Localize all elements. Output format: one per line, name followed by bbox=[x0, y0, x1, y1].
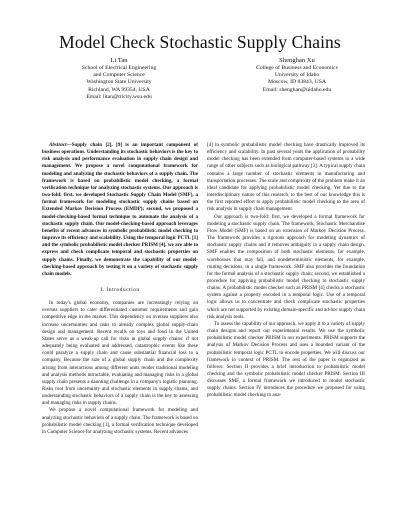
paragraph: In today's global economy, companies are increasingly relying on oversea suppliers to cater differentiated customer requirements and gain competitive edge in the market. This dependency on oversea suppliers also increase uncertainties and risks to already complex global supply-chain design and management. Recent recalls on toys and food in the United States serve as a weak-up call for risks in global supply chains: if not adequately being evaluated and addressed, catastrophic events like these could paralyze a supply chain and cause substantial financial loss to a company. Because the size of a global supply chain and the complexity arising from interactions among different units render traditional modeling and analysis methods intractable, evaluating and managing risks in a global supply chain presents a daunting challenge in a company's logistic planning. Risks root from uncertainty and stochastic elements in supply chains, and understanding stochastic behaviors of a supply chain is the key to assessing and managing risks in supply chains. bbox=[42, 300, 198, 407]
author-email: Email: shenghan@uidaho.edu bbox=[262, 86, 332, 93]
paragraph: We propose a novel computational framework for modeling and analyzing stochastic behaviors of a supply chain. The framework is based on probabilistic model checking [1], a formal verification technique developed in Computer Science for analyzing stochastic systems. Recent advances bbox=[42, 407, 198, 435]
author-affiliation-line: School of Electrical Engineering bbox=[81, 65, 157, 71]
author-2 bbox=[212, 57, 382, 94]
author-block bbox=[34, 57, 374, 115]
author-affiliation-line: Washington State University bbox=[86, 79, 152, 86]
abstract-label: Abstract bbox=[49, 142, 67, 148]
author-affiliation-line: Moscow, ID 83843, USA bbox=[268, 79, 326, 86]
author-affiliation-line: Richland, WA 99354, USA bbox=[88, 86, 150, 93]
author-affiliation-line: University of Idaho bbox=[274, 72, 320, 79]
paper-title: Model Check Stochastic Supply Chains bbox=[59, 32, 341, 52]
abstract-text: —Supply chain [2], [9] is an important component of business operations. Understanding its stochastic behaviors is the key to risk analysis and performance evaluation in supply chain design and management. We propose a novel computational framework for modeling and analyzing the stochastic behaviors of a supply chain. The framework is based on probabilistic model checking, a formal verification technique for analyzing stochastic systems. Our approach is two-fold: first, we developed Stochastic Supply Chain Model (SMF), a formal framework for modeling stochastic supply chains based on Extended Markov Decision Process (EMDP); second, we proposed a model-checking-based formal technique to automate the analysis of a stochastic supply chain. Our model-checking-based approach leverages benefits of recent advances in symbolic probabilistic model checking to improve its efficiency and scalability. Using the temporal logic PCTL [1] and the symbolic probabilistic model checker PRISM [4], we are able to express and check complicate temporal and stochastic properties on supply chains. Finally, we demonstrate the capability of our model-checking-based approach by testing it on a variety of stochastic supply chain models. bbox=[42, 142, 198, 277]
paragraph: To assess the capability of our approach, we apply it to a variety of supply chain designs and report our experimental results. We use the symbolic probabilistic model checker PRISM in our experiments. PRISM supports the analysis of Markov Decision Process and uses a bounded variant of the probabilistic temporal logic PCTL to encode properties. We will discuss our framework in context of PRISM. The rest of the paper is organized as follows: Section II provides a brief introduction to probabilistic model checking and the symbolic probabilistic model checker PRISM. Section III discusses SMF, a formal framework we introduced to model stochastic supply chains. Section IV introduces the procedure we proposed for using probabilistic model checking to ana- bbox=[207, 320, 365, 399]
left-column bbox=[42, 142, 198, 436]
author-affiliation-line: and Computer Science bbox=[93, 72, 145, 79]
author-email: Email: litan@tricity.wsu.edu bbox=[86, 93, 152, 100]
abstract bbox=[42, 142, 198, 278]
author-name: Li Tan bbox=[110, 57, 128, 64]
paragraph: [4] in symbolic probabilistic model checking have drastically improved its efficiency and scalability. In past several years the application of probability model checking has been extended from computer-based systems to a wide range of other subjects such as biological pathway [3]. A typical supply chain contains a large number of stochastic elements in manufacturing and transportation processes. The scale and complexity of the problem make it an ideal candidate for applying probabilistic model checking. Yet due to the interdisciplinary nature of this research, to the best of our knowledge this is the first reported effort to apply probabilistic model checking to the area of risk analysis in supply chain management. bbox=[207, 142, 365, 213]
right-column bbox=[207, 142, 365, 400]
paragraph: Our approach is two-fold: first, we developed a formal framework for modeling a stochastic supply chain. The framework, Stochastic Merchandise Flow Model (SMF) is based on an extension of Markov Decision Process. The framework provides a rigorous approach for modeling dynamics of stochastic supply chains and it removes ambiguity in a supply chain design. SMF enables the composition of both stochastic elements, for example, warehouses that may fail, and nondeterministic elements, for example, routing decisions, in a single framework. SMF also provides the foundation for the formal analysis of a stochastic supply chain; second, we established a procedure for applying probabilistic model checking to stochastic supply chains. A probabilistic model checker such as PRISM [4] checks a stochastic system against a property encoded in a temporal logic. Use of a temporal logic allows us to concentrate and check complicate stochastic properties which are not supported by existing domain-specific and ad-hoc supply chain risk analysis tools. bbox=[207, 213, 365, 320]
author-name: Shenghan Xu bbox=[279, 57, 315, 64]
author-1 bbox=[34, 57, 204, 101]
section-heading: I. Introduction bbox=[100, 286, 140, 293]
author-affiliation-line: College of Business and Economics bbox=[256, 65, 338, 71]
